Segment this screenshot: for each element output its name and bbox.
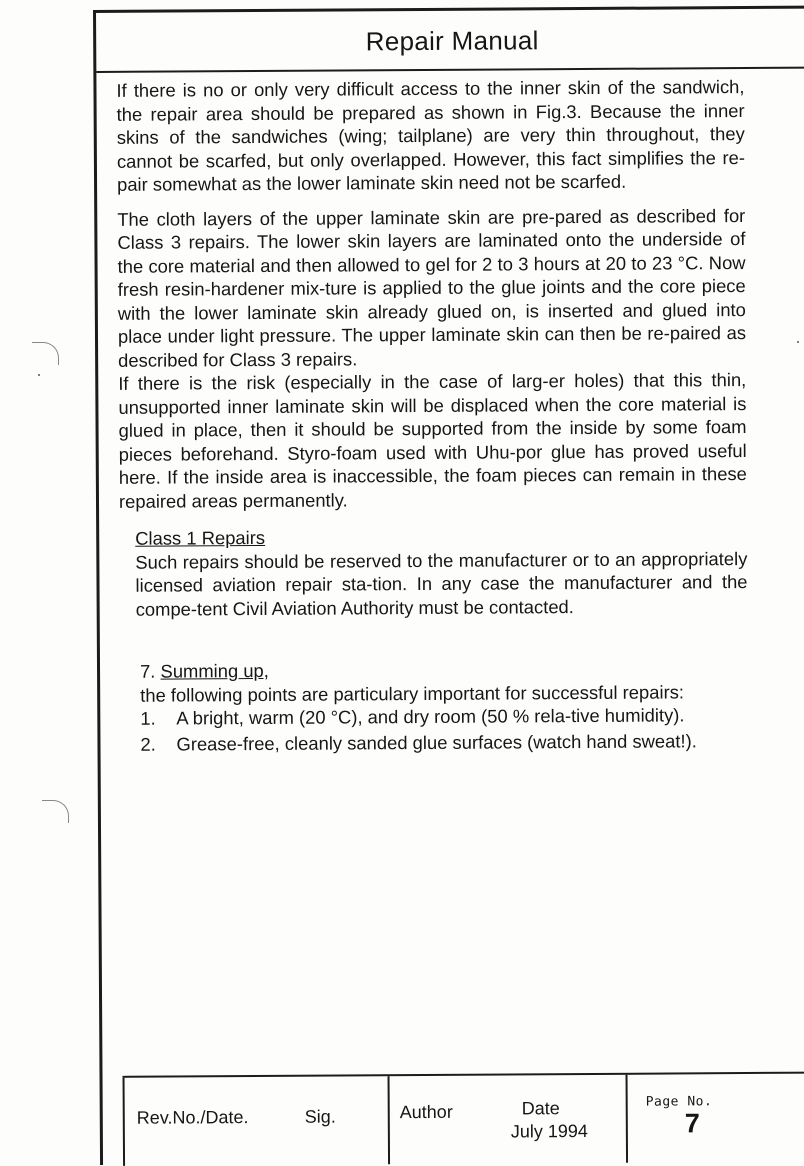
points-list bbox=[140, 703, 748, 756]
page-number-label: Page No. bbox=[645, 1094, 713, 1110]
list-item bbox=[140, 703, 748, 730]
class1-heading: Class 1 Repairs bbox=[135, 526, 266, 549]
sig-label: Sig. bbox=[304, 1106, 336, 1127]
rev-label: Rev.No./Date. bbox=[136, 1107, 249, 1128]
paragraph-no-access: If there is no or only very difficult access to the inner skin of the sandwich, the repair area should be prepared as shown in Fig.3. Because the inner skins of the sandwiches (wing; tailplane) are very thin throughout, they cannot be scarfed, but only overlapped. However, this fact simplifies the re-pair somewhat as the lower laminate skin need not be scarfed. bbox=[116, 76, 745, 195]
list-item-number: 1. bbox=[140, 707, 156, 729]
list-item bbox=[140, 729, 748, 756]
revision-footer bbox=[123, 1072, 804, 1166]
paragraph-cloth-layers: The cloth layers of the upper laminate skin are pre-pared as described for Class 3 repairs. The lower skin layers are laminated onto the underside of the core material and then allowed to gel for 2 to 3 hours at 20 to 23 °C. Now fresh resin-hardener mix-ture is applied to the glue joints and the core piece with the lower laminate skin already glued on, is inserted and glued into place under light pressure. The upper laminate skin can then be re-paired as described for Class 3 repairs. bbox=[117, 204, 747, 371]
list-item-number: 2. bbox=[140, 733, 156, 755]
list-item-text: A bright, warm (20 °C), and dry room (50 % rela-tive humidity). bbox=[176, 704, 685, 729]
footer-page-cell bbox=[626, 1074, 804, 1163]
class1-text: Such repairs should be reserved to the manufacturer or to an appropriately licensed aviation repair sta-tion. In any case the manufacturer and the compe-tent Civil Aviation Authority must be contacted. bbox=[135, 547, 748, 620]
scan-speck bbox=[38, 374, 40, 376]
footer-author-cell bbox=[388, 1075, 627, 1164]
page-number: 7 bbox=[684, 1108, 700, 1139]
date-label: Date bbox=[521, 1098, 560, 1119]
page-header bbox=[96, 9, 804, 73]
footer-rev-cell bbox=[123, 1076, 389, 1166]
page-content bbox=[116, 75, 748, 758]
section-number: 7. bbox=[139, 660, 156, 682]
summing-up-title: Summing up, bbox=[160, 659, 269, 682]
punch-hole-mark-bottom bbox=[42, 800, 69, 823]
page-title: Repair Manual bbox=[365, 24, 539, 56]
manual-page bbox=[93, 6, 804, 1165]
list-item-text: Grease-free, cleanly sanded glue surfaces (watch hand sweat!). bbox=[176, 729, 697, 755]
paragraph-foam-support: If there is the risk (especially in the case of larg-er holes) that this thin, unsupported inner laminate skin will be displaced when the core material is glued in place, then it should be supported from the inside by some foam pieces beforehand. Styro-foam used with Uhu-por glue has proved useful here. If the inside area is inaccessible, the foam pieces can remain in these repaired areas permanently. bbox=[118, 369, 747, 512]
summing-up-intro: the following points are particulary important for successful repairs: bbox=[140, 680, 685, 706]
author-label: Author bbox=[399, 1101, 453, 1123]
punch-hole-mark-top bbox=[32, 342, 59, 365]
date-value: July 1994 bbox=[510, 1120, 588, 1142]
